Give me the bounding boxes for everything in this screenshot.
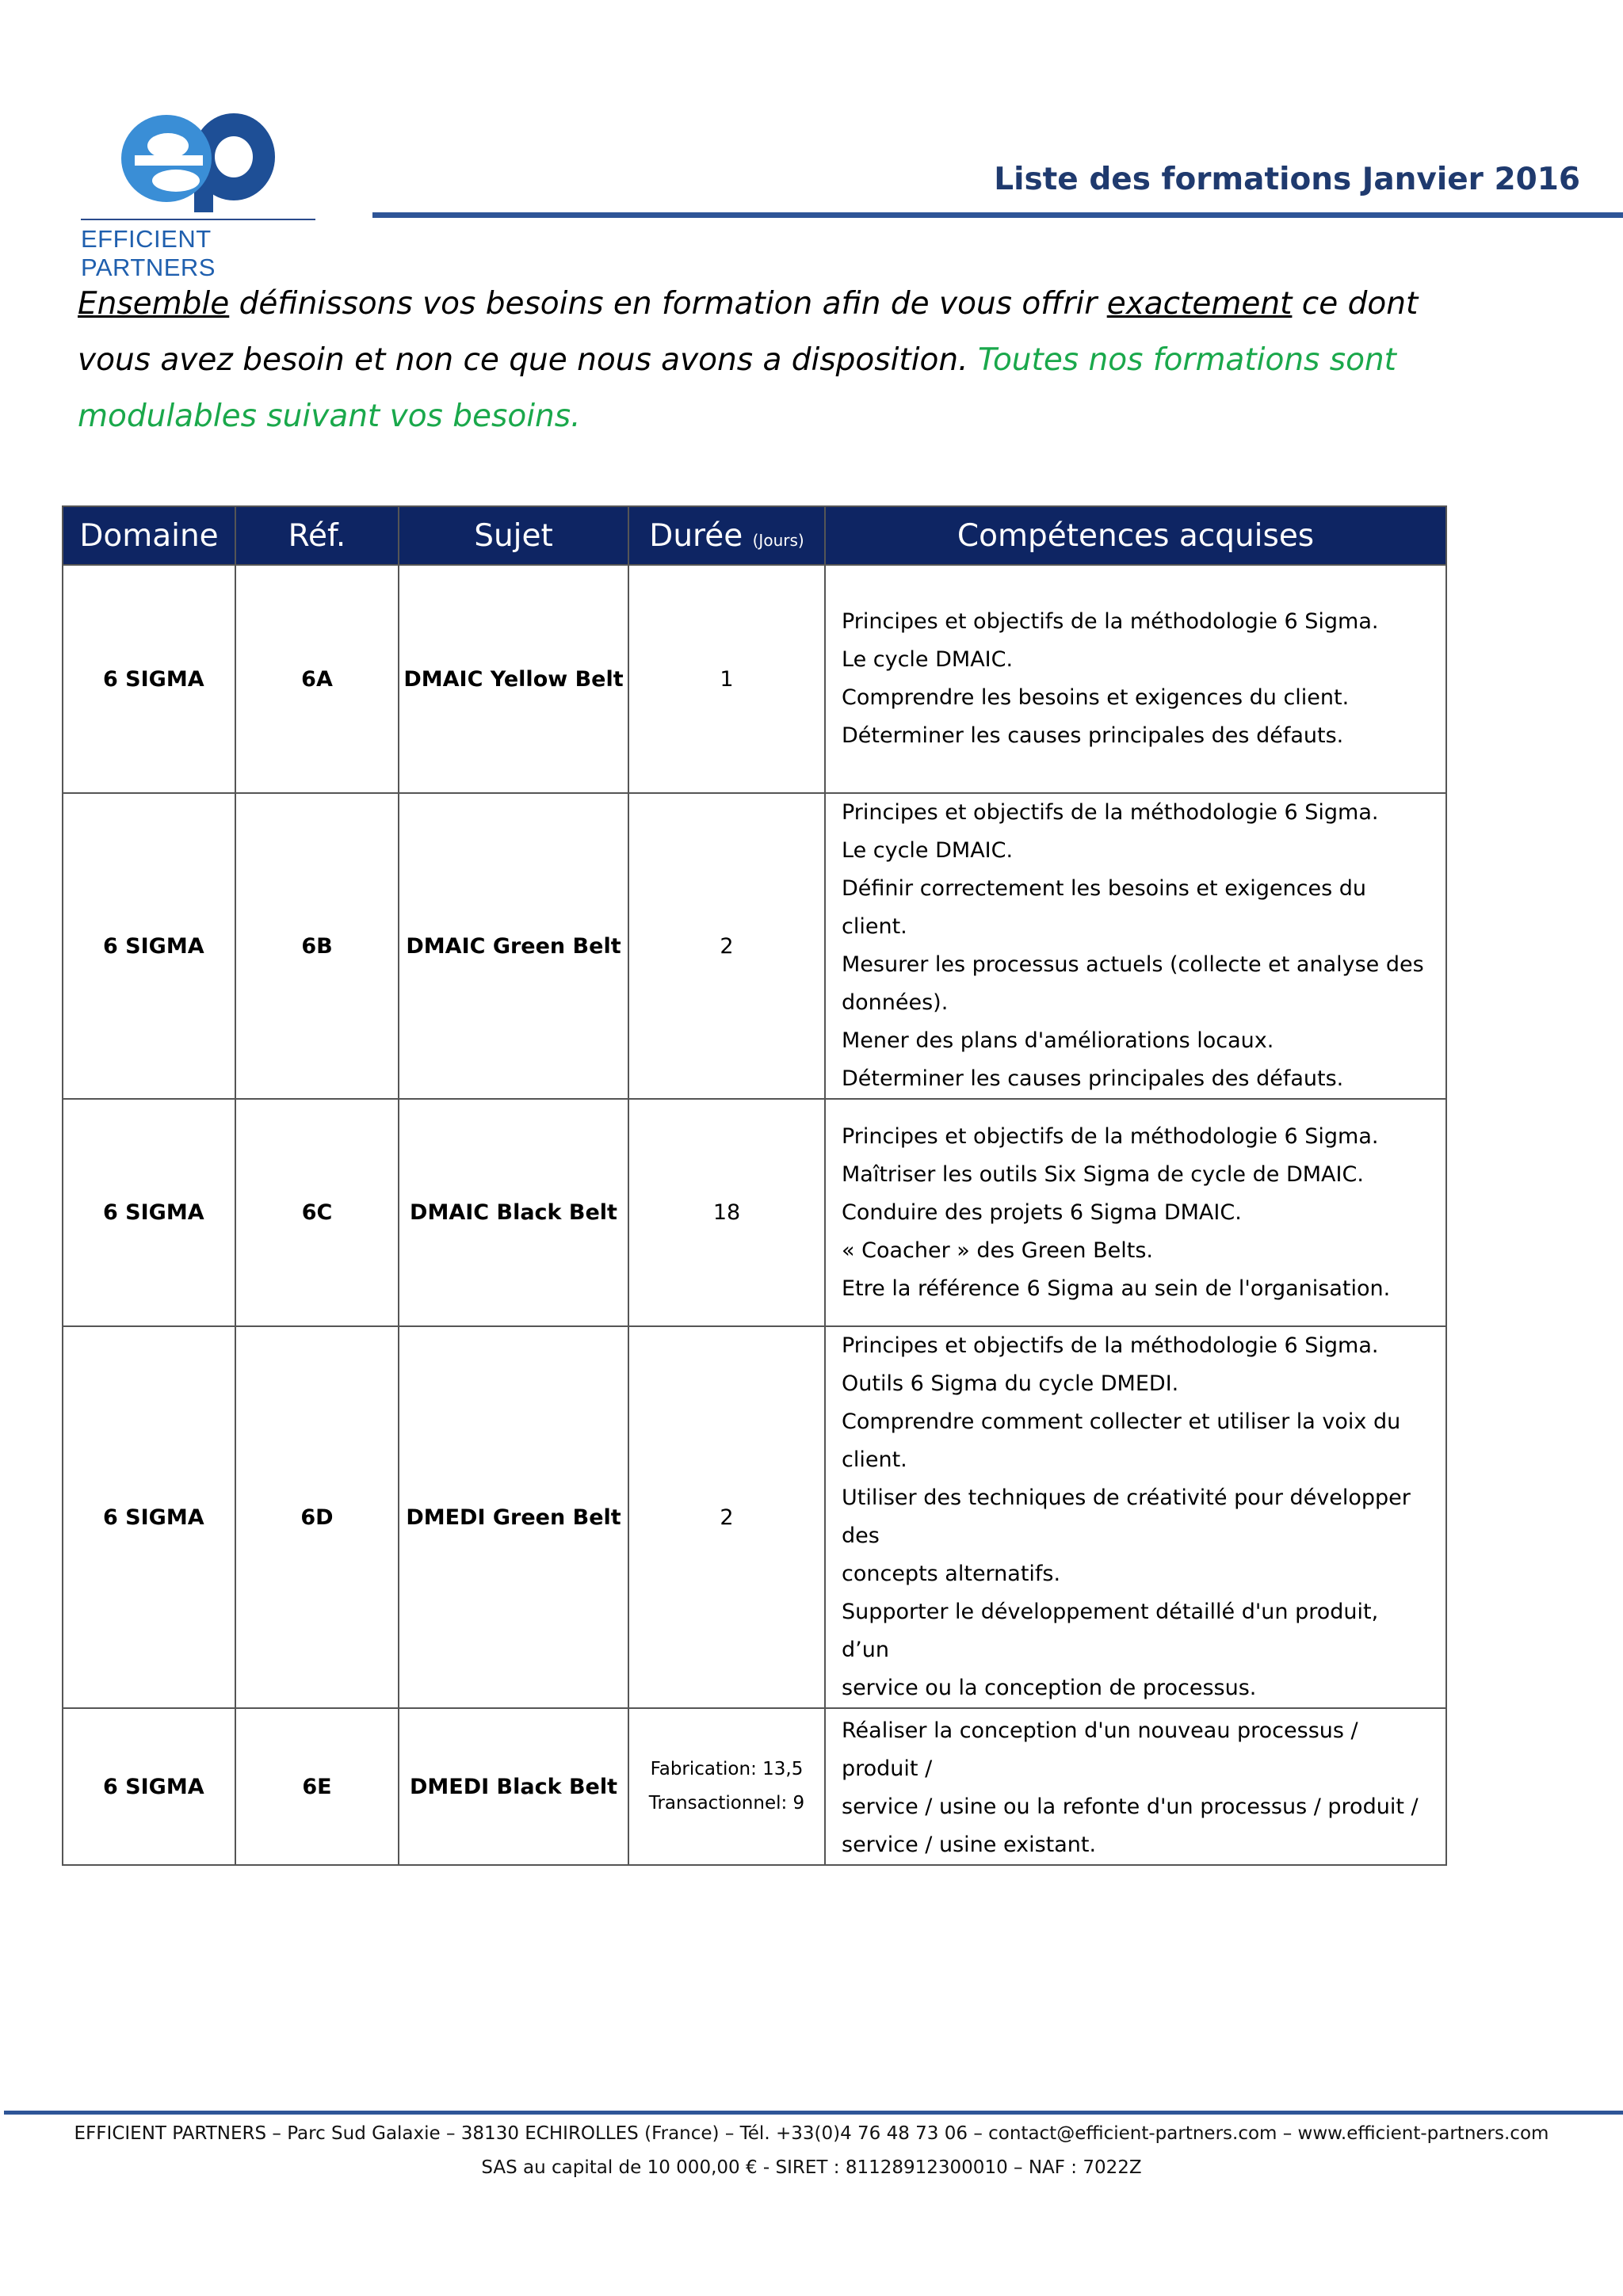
cell-duration: 1 (628, 565, 825, 793)
formations-table (62, 505, 1447, 1866)
cell-duration: 2 (628, 1326, 825, 1708)
cell-skills (825, 1326, 1446, 1708)
cell-subject: DMAIC Green Belt (399, 793, 628, 1099)
column-header-domain: Domaine (63, 506, 235, 565)
column-header-ref: Réf. (235, 506, 399, 565)
footer-divider (4, 2111, 1623, 2115)
column-header-skills: Compétences acquises (825, 506, 1446, 565)
skill-line: « Coacher » des Green Belts. (842, 1238, 1153, 1263)
cell-ref: 6E (235, 1708, 399, 1865)
column-header-subject: Sujet (399, 506, 628, 565)
logo-text: EFFICIENT PARTNERS (81, 225, 216, 281)
intro-highlight: Toutes nos formations sont modulables suivant vos besoins. (78, 342, 1396, 434)
skill-line: Mener des plans d'améliorations locaux. (842, 1028, 1274, 1053)
skill-line: service ou la conception de processus. (842, 1676, 1257, 1700)
cell-ref: 6D (235, 1326, 399, 1708)
page-title: Liste des formations Janvier 2016 (994, 162, 1580, 197)
intro-emphasis-ensemble: Ensemble (78, 286, 230, 322)
table-row (63, 565, 1446, 793)
skill-line: Déterminer les causes principales des défauts. (842, 723, 1344, 748)
cell-skills (825, 793, 1446, 1099)
skill-line: Réaliser la conception d'un nouveau processus / produit / (842, 1718, 1358, 1781)
ep-logo-icon (119, 109, 277, 212)
skill-line: données). (842, 990, 949, 1015)
skill-line: Etre la référence 6 Sigma au sein de l'organisation. (842, 1276, 1391, 1301)
cell-ref: 6A (235, 565, 399, 793)
skill-line: Le cycle DMAIC. (842, 838, 1014, 863)
table-row (63, 1099, 1446, 1326)
skill-line: Définir correctement les besoins et exigences du client. (842, 876, 1367, 939)
cell-subject: DMAIC Yellow Belt (399, 565, 628, 793)
skill-line: Principes et objectifs de la méthodologie 6 Sigma. (842, 1123, 1379, 1149)
cell-subject: DMAIC Black Belt (399, 1099, 628, 1326)
table-row (63, 1708, 1446, 1865)
skill-line: Le cycle DMAIC. (842, 647, 1014, 672)
company-logo (79, 109, 317, 281)
cell-ref: 6C (235, 1099, 399, 1326)
skill-line: Comprendre comment collecter et utiliser la voix du client. (842, 1409, 1401, 1472)
skill-line: Principes et objectifs de la méthodologie 6 Sigma. (842, 609, 1379, 634)
skill-line: Comprendre les besoins et exigences du client. (842, 685, 1350, 710)
skill-line: service / usine existant. (842, 1833, 1097, 1857)
cell-skills (825, 1708, 1446, 1865)
cell-subject: DMEDI Black Belt (399, 1708, 628, 1865)
cell-domain: 6 SIGMA (63, 1099, 235, 1326)
skill-line: concepts alternatifs. (842, 1562, 1061, 1586)
column-header-duration (628, 506, 825, 565)
skill-line: Conduire des projets 6 Sigma DMAIC. (842, 1199, 1242, 1225)
duration-line: Fabrication: 13,5 (650, 1759, 804, 1779)
duration-line: Transactionnel: 9 (648, 1793, 805, 1814)
cell-duration (628, 1708, 825, 1865)
cell-domain: 6 SIGMA (63, 565, 235, 793)
skill-line: service / usine ou la refonte d'un processus / produit / (842, 1794, 1419, 1819)
intro-paragraph (78, 276, 1425, 444)
cell-duration: 2 (628, 793, 825, 1099)
skill-line: Principes et objectifs de la méthodologie 6 Sigma. (842, 1333, 1379, 1358)
skill-line: Supporter le développement détaillé d'un produit, d’un (842, 1600, 1379, 1662)
cell-duration: 18 (628, 1099, 825, 1326)
skill-line: Déterminer les causes principales des défauts. (842, 1066, 1344, 1091)
cell-ref: 6B (235, 793, 399, 1099)
skill-line: Outils 6 Sigma du cycle DMEDI. (842, 1371, 1179, 1396)
cell-skills (825, 565, 1446, 793)
skill-line: Mesurer les processus actuels (collecte et analyse des (842, 952, 1424, 977)
cell-skills (825, 1099, 1446, 1326)
footer-legal: SAS au capital de 10 000,00 € - SIRET : 81128912300010 – NAF : 7022Z (481, 2157, 1142, 2178)
cell-domain: 6 SIGMA (63, 1708, 235, 1865)
cell-subject: DMEDI Green Belt (399, 1326, 628, 1708)
duration-unit: (Jours) (752, 530, 804, 550)
table-row (63, 1326, 1446, 1708)
footer-address: EFFICIENT PARTNERS – Parc Sud Galaxie – 38130 ECHIROLLES (France) – Tél. +33(0)4 76 48 73 06 – contact@efficient-partners.com – www.efficient-partners.com (74, 2123, 1549, 2144)
intro-emphasis-exactement: exactement (1106, 286, 1293, 322)
skill-line: Principes et objectifs de la méthodologie 6 Sigma. (842, 800, 1379, 825)
table-row (63, 793, 1446, 1099)
table-header-row (63, 506, 1446, 565)
cell-domain: 6 SIGMA (63, 1326, 235, 1708)
duration-label: Durée (649, 517, 743, 554)
cell-domain: 6 SIGMA (63, 793, 235, 1099)
intro-text: définissons vos besoins en formation afin de vous offrir (229, 286, 1107, 322)
title-divider (372, 212, 1623, 218)
logo-divider (81, 219, 315, 220)
intro-text: ce dont vous avez besoin et non ce que nous avons a disposition. (78, 286, 1419, 378)
skill-line: Maîtriser les outils Six Sigma de cycle de DMAIC. (842, 1161, 1364, 1187)
skill-line: Utiliser des techniques de créativité pour développer des (842, 1486, 1411, 1548)
